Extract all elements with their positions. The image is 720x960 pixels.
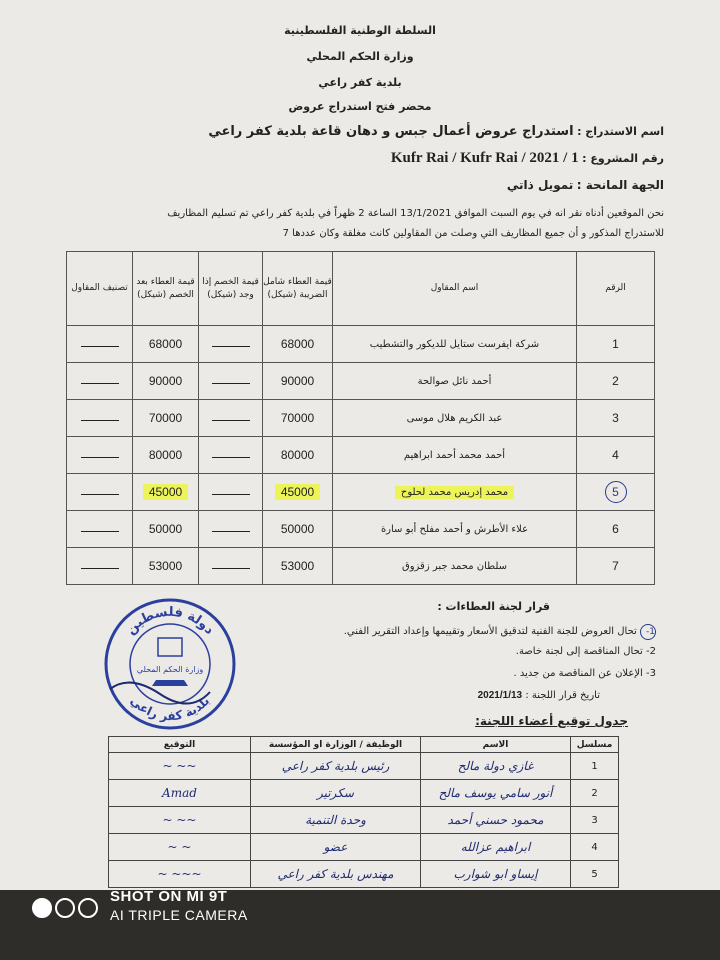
table-row: [109, 861, 619, 888]
dash-mark: [81, 531, 119, 532]
dash-mark: [81, 346, 119, 347]
classification-cell: [67, 511, 133, 548]
table-row: [109, 834, 619, 861]
bid-value: 50000: [263, 511, 333, 548]
member-job: عضو: [251, 834, 421, 861]
highlighted-name: محمد إدريس محمد لحلوح: [395, 486, 514, 499]
table-row: [67, 326, 655, 363]
bids-table: [66, 251, 655, 585]
decision-option-2: [516, 646, 656, 657]
table-row: [67, 548, 655, 585]
contractor-name: سلطان محمد جبر زقزوق: [333, 548, 577, 585]
discount-cell: [199, 548, 263, 585]
signatures-header-row: [109, 737, 619, 753]
photo-bottom-area: [0, 890, 720, 960]
bid-after-discount: 68000: [133, 326, 199, 363]
contractor-name: [333, 474, 577, 511]
header-authority: السلطة الوطنية الفلسطينية: [284, 24, 436, 37]
bid-after-discount: [133, 474, 199, 511]
col-value-header: قيمة العطاء شامل الضريبة (شيكل): [263, 252, 333, 326]
watermark-line2: AI TRIPLE CAMERA: [110, 907, 248, 923]
discount-cell: [199, 363, 263, 400]
member-job: سكرتير: [251, 780, 421, 807]
dash-mark: [212, 494, 250, 495]
bid-after-discount: 53000: [133, 548, 199, 585]
col-after-header: قيمة العطاء بعد الخصم (شيكل): [133, 252, 199, 326]
project-line: [391, 150, 664, 167]
signatures-title: جدول توقيع أعضاء اللجنة:: [475, 714, 628, 728]
funder-line: [507, 178, 664, 192]
contractor-name: شركة ايفرست ستايل للديكور والتشطيب: [333, 326, 577, 363]
row-number: 6: [577, 511, 655, 548]
dome-icon: [152, 680, 188, 686]
bid-value: 53000: [263, 548, 333, 585]
funder-value: تمويل ذاتي: [506, 178, 574, 192]
committee-decision-title: قرار لجنة العطاءات :: [437, 600, 550, 613]
bid-after-discount: 70000: [133, 400, 199, 437]
bids-header-row: [67, 252, 655, 326]
header-municipality: بلدية كفر راعي: [318, 76, 402, 89]
highlighted-after: 45000: [143, 484, 188, 500]
contractor-name: عبد الكريم هلال موسى: [333, 400, 577, 437]
col-contractor-header: اسم المقاول: [333, 252, 577, 326]
member-name: محمود حسني أحمد: [421, 807, 571, 834]
dash-mark: [81, 420, 119, 421]
municipality-stamp: [100, 594, 240, 734]
tender-line: [208, 124, 664, 139]
row-number: 4: [577, 437, 655, 474]
classification-cell: [67, 363, 133, 400]
sig-serial: 2: [571, 780, 619, 807]
sig-col-job: الوظيفة / الوزارة او المؤسسة: [251, 737, 421, 753]
tender-name: استدراج عروض أعمال جبس و دهان قاعة بلدية كفر راعي: [208, 124, 574, 139]
header-ministry: وزارة الحكم المحلي: [306, 50, 414, 63]
row-number-circled: [577, 474, 655, 511]
classification-cell: [67, 474, 133, 511]
table-row: [67, 511, 655, 548]
member-job: وحدة التنمية: [251, 807, 421, 834]
stamp-inner-text: وزارة الحكم المحلي: [136, 665, 204, 674]
discount-cell: [199, 437, 263, 474]
highlighted-value: 45000: [275, 484, 320, 500]
row-number: 2: [577, 363, 655, 400]
member-signature: ~~ ~: [109, 753, 251, 780]
member-name: ابراهيم عزالله: [421, 834, 571, 861]
dash-mark: [212, 457, 250, 458]
sig-serial: 4: [571, 834, 619, 861]
stamp-top-text: دولة فلسطين: [123, 604, 217, 638]
table-row: [67, 363, 655, 400]
member-signature: ~~~ ~: [109, 861, 251, 888]
member-name: أنور سامي يوسف مالح: [421, 780, 571, 807]
decision-1-circle: 1-: [640, 624, 656, 640]
classification-cell: [67, 326, 133, 363]
dash-mark: [212, 383, 250, 384]
paragraph-line1: نحن الموقعين أدناه نقر انه في يوم السبت الموافق 13/1/2021 الساعة 2 ظهراً في بلدية كفر راعي تم تسليم المظاريف: [167, 208, 664, 219]
bid-after-discount: 80000: [133, 437, 199, 474]
camera-lens-icon: [32, 898, 101, 922]
member-signature: Amad: [109, 780, 251, 807]
row-number: 1: [577, 326, 655, 363]
header-doc-title: محضر فتح استدراج عروض: [288, 100, 432, 113]
member-signature: ~ ~: [109, 834, 251, 861]
table-row: [67, 437, 655, 474]
decision-date-label: تاريخ قرار اللجنة :: [525, 690, 600, 701]
member-job: مهندس بلدية كفر راعي: [251, 861, 421, 888]
dash-mark: [212, 346, 250, 347]
member-name: غازي دولة مالح: [421, 753, 571, 780]
dash-mark: [81, 568, 119, 569]
bid-after-discount: 90000: [133, 363, 199, 400]
col-discount-header: قيمة الخصم إذا وجد (شيكل): [199, 252, 263, 326]
sig-col-serial: مسلسل: [571, 737, 619, 753]
dash-mark: [212, 420, 250, 421]
decision-option-3: [514, 668, 657, 679]
classification-cell: [67, 548, 133, 585]
decision-2-number: 2-: [646, 646, 656, 657]
discount-cell: [199, 400, 263, 437]
classification-cell: [67, 437, 133, 474]
table-row: [109, 780, 619, 807]
member-job: رئيس بلدية كفر راعي: [251, 753, 421, 780]
signatures-table: [108, 736, 619, 888]
decision-date-line: [478, 690, 600, 701]
member-signature: ~~ ~: [109, 807, 251, 834]
dash-mark: [81, 494, 119, 495]
table-row: [109, 753, 619, 780]
decision-1-text: تحال العروض للجنة الفنية لتدقيق الأسعار وتقييمها وإعداد التقرير الفني.: [343, 626, 637, 637]
watermark-line1: SHOT ON MI 9T: [110, 888, 228, 905]
col-class-header: تصنيف المقاول: [67, 252, 133, 326]
decision-3-text: الإعلان عن المناقصة من جديد .: [513, 668, 643, 679]
table-row: [67, 400, 655, 437]
member-name: إيساو ابو شوارب: [421, 861, 571, 888]
decision-date-value: 2021/1/13: [477, 690, 523, 701]
discount-cell: [199, 474, 263, 511]
sig-col-name: الاسم: [421, 737, 571, 753]
dash-mark: [212, 568, 250, 569]
tender-label: اسم الاستدراج :: [577, 125, 664, 138]
project-number: Kufr Rai / Kufr Rai / 2021 / 1: [390, 150, 579, 166]
funder-label: الجهة المانحة :: [576, 178, 664, 192]
table-row: [109, 807, 619, 834]
bid-value: 68000: [263, 326, 333, 363]
bid-value: 70000: [263, 400, 333, 437]
row-number: 7: [577, 548, 655, 585]
bid-value: [263, 474, 333, 511]
dash-mark: [81, 457, 119, 458]
dash-mark: [212, 531, 250, 532]
paragraph-line2: للاستدراج المذكور و أن جميع المظاريف التي وصلت من المقاولين كانت مغلقة وكان عددها 7: [282, 228, 664, 239]
bid-value: 80000: [263, 437, 333, 474]
contractor-name: أحمد نائل صوالحة: [333, 363, 577, 400]
discount-cell: [199, 326, 263, 363]
project-label: رقم المشروع :: [582, 152, 664, 165]
row-number: 3: [577, 400, 655, 437]
decision-option-1: [344, 624, 656, 640]
eagle-emblem-icon: [158, 638, 182, 656]
decision-2-text: تحال المناقصة إلى لجنة خاصة.: [515, 646, 643, 657]
svg-text:بلدية كفر راعي: [128, 694, 212, 724]
stamp-bottom-text: بلدية كفر راعي: [127, 693, 213, 724]
sig-col-signature: التوقيع: [109, 737, 251, 753]
bid-after-discount: 50000: [133, 511, 199, 548]
sig-serial: 1: [571, 753, 619, 780]
col-no-header: الرقم: [577, 252, 655, 326]
table-row-winner: [67, 474, 655, 511]
decision-3-number: 3-: [646, 668, 656, 679]
discount-cell: [199, 511, 263, 548]
contractor-name: أحمد محمد أحمد ابراهيم: [333, 437, 577, 474]
sig-serial: 5: [571, 861, 619, 888]
camera-watermark: [110, 888, 248, 923]
circle-mark: 5: [605, 481, 627, 503]
contractor-name: علاء الأطرش و أحمد مفلح أبو سارة: [333, 511, 577, 548]
bid-value: 90000: [263, 363, 333, 400]
classification-cell: [67, 400, 133, 437]
dash-mark: [81, 383, 119, 384]
sig-serial: 3: [571, 807, 619, 834]
